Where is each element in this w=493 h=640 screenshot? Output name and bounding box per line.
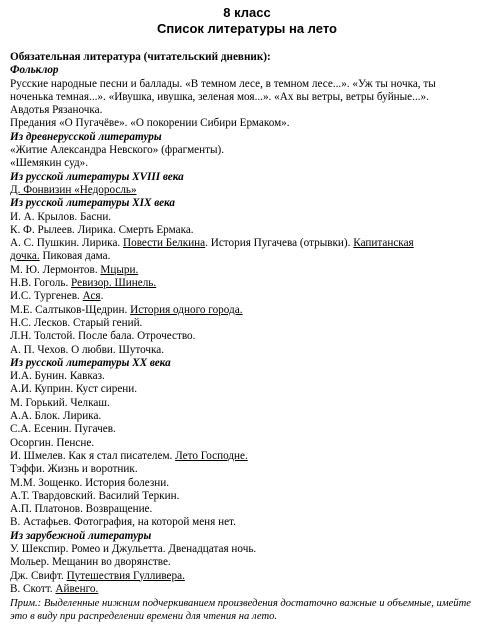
list-item: Н.С. Лесков. Старый гений. bbox=[10, 316, 143, 329]
list-item: Тэффи. Жизнь и воротник. bbox=[10, 463, 138, 476]
section-heading-folklore: Фольклор bbox=[10, 64, 59, 77]
list-item: Мольер. Мещанин во дворянстве. bbox=[10, 556, 171, 569]
underlined-title: Ревизор. Шинель. bbox=[71, 277, 157, 290]
author-text: И. Шмелев. Как я стал писателем. bbox=[10, 449, 176, 462]
list-item bbox=[10, 570, 484, 583]
list-item bbox=[10, 290, 484, 303]
list-item: «Шемякин суд». bbox=[10, 157, 89, 170]
list-item bbox=[10, 450, 484, 463]
underlined-title: Ася bbox=[82, 290, 101, 303]
list-item: Русские народные песни и баллады. «В темном лесе, в темном лесе...». «Уж ты ночка, ты bbox=[10, 77, 436, 90]
intro-heading: Обязательная литература (читательский дневник): bbox=[10, 51, 271, 63]
section-heading-20th-century: Из русской литературы XX века bbox=[10, 356, 171, 369]
author-text: А. С. Пушкин. Лирика. bbox=[10, 237, 124, 250]
list-item: А.А. Блок. Лирика. bbox=[10, 410, 102, 423]
item-text: . bbox=[100, 290, 104, 303]
author-text: Н.В. Гоголь. bbox=[10, 277, 72, 290]
list-item: А.П. Платонов. Возвращение. bbox=[10, 503, 153, 516]
item-text: . История Пугачева (отрывки). bbox=[205, 237, 354, 250]
list-item: А.Т. Твардовский. Василий Теркин. bbox=[10, 489, 180, 502]
list-item: В. Астафьев. Фотография, на которой меня нет. bbox=[10, 516, 236, 529]
underlined-title: Мцыри. bbox=[100, 263, 139, 276]
page-title: Список литературы на лето bbox=[157, 21, 337, 36]
list-item bbox=[10, 184, 484, 197]
author-text: М. Ю. Лермонтов. bbox=[10, 263, 101, 276]
underlined-title: Д. Фонвизин «Недоросль» bbox=[10, 183, 137, 196]
list-item: Авдотья Рязаночка. bbox=[10, 104, 103, 117]
list-item bbox=[10, 250, 484, 263]
section-heading-18th-century: Из русской литературы XVIII века bbox=[10, 170, 184, 183]
list-item: К. Ф. Рылеев. Лирика. Смерть Ермака. bbox=[10, 223, 194, 236]
section-heading-old-russian: Из древнерусской литературы bbox=[10, 130, 162, 143]
list-item bbox=[10, 304, 484, 317]
list-item: Предания «О Пугачёве». «О покорении Сибири Ермаком». bbox=[10, 117, 290, 130]
list-item bbox=[10, 583, 484, 596]
list-item bbox=[10, 264, 484, 277]
list-item: ноченька темная...». «Ивушка, ивушка, зеленая моя...». «Ах вы ветры, ветры буйные...». bbox=[10, 90, 429, 103]
reading-list bbox=[10, 51, 484, 623]
list-item: М. Горький. Челкаш. bbox=[10, 396, 110, 409]
author-text: И.С. Тургенев. bbox=[10, 290, 83, 303]
author-text: Дж. Свифт. bbox=[10, 569, 67, 582]
author-text: В. Скотт. bbox=[10, 582, 56, 595]
list-item: Осоргин. Пенсне. bbox=[10, 436, 95, 449]
underlined-title: Повести Белкина bbox=[123, 237, 206, 250]
list-item: У. Шекспир. Ромео и Джульетта. Двенадцатая ночь. bbox=[10, 542, 257, 555]
document-header bbox=[10, 5, 484, 36]
list-item bbox=[10, 277, 484, 290]
section-heading-19th-century: Из русской литературы XIX века bbox=[10, 197, 176, 210]
list-item: И.А. Бунин. Кавказ. bbox=[10, 370, 105, 383]
item-text: Пиковая дама. bbox=[39, 250, 111, 263]
list-item: «Житие Александра Невского» (фрагменты). bbox=[10, 144, 225, 157]
list-item: А.И. Куприн. Куст сирени. bbox=[10, 383, 138, 396]
underlined-title: Лето Господне. bbox=[175, 449, 248, 462]
grade-heading: 8 класс bbox=[223, 5, 271, 20]
list-item: И. А. Крылов. Басни. bbox=[10, 210, 112, 223]
footnote: Прим.: Выделенные нижним подчеркиванием произведения достаточно важные и объемные, имейте это в виду при распределении времени для чтения на лето. bbox=[10, 598, 471, 623]
list-item: Л.Н. Толстой. После бала. Отрочество. bbox=[10, 330, 196, 343]
author-text: М.Е. Салтыков-Щедрин. bbox=[10, 303, 131, 316]
underlined-title: История одного города. bbox=[130, 303, 243, 316]
underlined-title: дочка. bbox=[10, 250, 40, 263]
underlined-title: Капитанская bbox=[353, 237, 414, 250]
list-item: С.А. Есенин. Пугачев. bbox=[10, 423, 116, 436]
section-heading-foreign: Из зарубежной литературы bbox=[10, 529, 152, 542]
list-item: А. П. Чехов. О любви. Шуточка. bbox=[10, 343, 165, 356]
list-item: М.М. Зощенко. История болезни. bbox=[10, 476, 170, 489]
underlined-title: Путешествия Гулливера. bbox=[66, 569, 185, 582]
underlined-title: Айвенго. bbox=[55, 582, 99, 595]
list-item bbox=[10, 237, 484, 250]
